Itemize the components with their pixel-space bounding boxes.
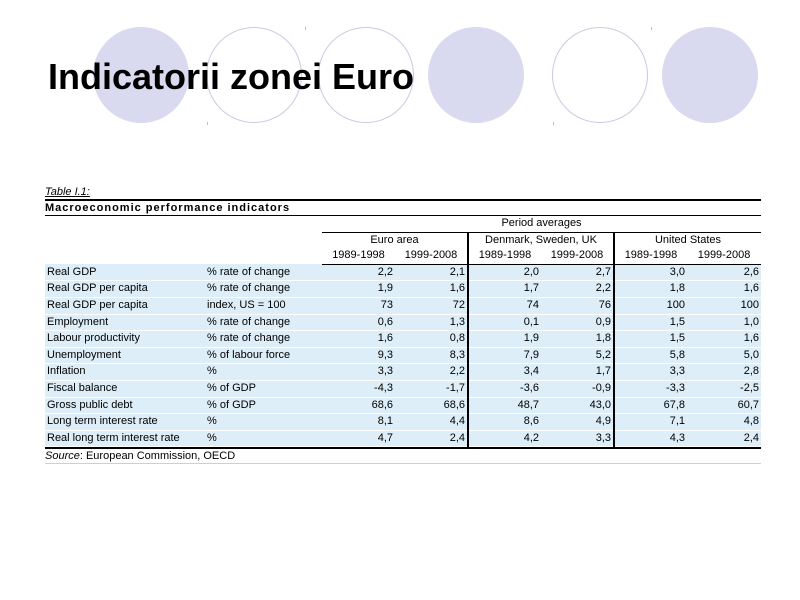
value-cell: 1,5 [614, 331, 687, 348]
value-cell: 0,8 [395, 331, 468, 348]
value-cell: 1,8 [614, 281, 687, 298]
table-row [45, 347, 761, 364]
table-row [45, 281, 761, 298]
period-label: 1999-2008 [395, 248, 468, 264]
table-row [45, 264, 761, 281]
header-row-periods [45, 248, 761, 264]
decorative-circle [428, 27, 524, 123]
value-cell: 7,9 [468, 347, 541, 364]
value-cell: 1,6 [687, 281, 761, 298]
value-cell: 5,8 [614, 347, 687, 364]
indicator-unit: % [205, 414, 322, 431]
indicator-unit: % of GDP [205, 380, 322, 397]
value-cell: 4,3 [614, 430, 687, 447]
value-cell: 68,6 [322, 397, 395, 414]
value-cell: 100 [687, 297, 761, 314]
slide-title: Indicatorii zonei Euro [48, 56, 415, 97]
indicator-unit: % rate of change [205, 314, 322, 331]
value-cell: 2,4 [395, 430, 468, 447]
value-cell: 8,3 [395, 347, 468, 364]
value-cell: 1,0 [687, 314, 761, 331]
value-cell: 8,6 [468, 414, 541, 431]
indicator-name: Long term interest rate [45, 414, 205, 431]
group-header: Denmark, Sweden, UK [468, 232, 614, 248]
value-cell: 4,9 [541, 414, 614, 431]
indicator-unit: % rate of change [205, 264, 322, 281]
indicator-unit: % rate of change [205, 331, 322, 348]
value-cell: 67,8 [614, 397, 687, 414]
value-cell: 72 [395, 297, 468, 314]
value-cell: 0,6 [322, 314, 395, 331]
indicator-name: Real GDP [45, 264, 205, 281]
value-cell: 76 [541, 297, 614, 314]
period-header: Period averages [322, 216, 761, 232]
value-cell: 3,3 [541, 430, 614, 447]
value-cell: 3,0 [614, 264, 687, 281]
indicator-unit: % [205, 430, 322, 447]
decorative-tick [553, 122, 554, 125]
decorative-tick [651, 27, 652, 30]
indicator-unit: % of GDP [205, 397, 322, 414]
value-cell: 4,2 [468, 430, 541, 447]
value-cell: 0,9 [541, 314, 614, 331]
value-cell: 43,0 [541, 397, 614, 414]
table-caption: Table I.1: [45, 186, 90, 198]
table-row [45, 397, 761, 414]
group-header: Euro area [322, 232, 468, 248]
value-cell: 1,6 [395, 281, 468, 298]
indicator-name: Employment [45, 314, 205, 331]
indicator-unit: % rate of change [205, 281, 322, 298]
decorative-circle [552, 27, 648, 123]
value-cell: 1,9 [468, 331, 541, 348]
value-cell: -2,5 [687, 380, 761, 397]
value-cell: 48,7 [468, 397, 541, 414]
value-cell: 1,7 [541, 364, 614, 381]
header-row-groups [45, 232, 761, 248]
value-cell: 74 [468, 297, 541, 314]
value-cell: 1,9 [322, 281, 395, 298]
source-label: Source [45, 450, 80, 463]
value-cell: 4,4 [395, 414, 468, 431]
value-cell: 1,3 [395, 314, 468, 331]
value-cell: 1,6 [322, 331, 395, 348]
value-cell: -3,3 [614, 380, 687, 397]
source-text: : European Commission, OECD [79, 450, 236, 463]
group-header: United States [654, 233, 722, 246]
decorative-circle [662, 27, 758, 123]
value-cell: 2,6 [687, 264, 761, 281]
value-cell: 5,0 [687, 347, 761, 364]
indicator-name: Real GDP per capita [45, 297, 205, 314]
period-label: 1999-2008 [687, 248, 761, 264]
decorative-tick [207, 122, 208, 125]
value-cell: 100 [614, 297, 687, 314]
value-cell: 2,4 [687, 430, 761, 447]
indicator-name: Labour productivity [45, 331, 205, 348]
indicator-name: Gross public debt [45, 397, 205, 414]
indicator-unit: % [205, 364, 322, 381]
value-cell: 60,7 [687, 397, 761, 414]
period-label: 1989-1998 [614, 248, 687, 264]
value-cell: -1,7 [395, 380, 468, 397]
value-cell: 9,3 [322, 347, 395, 364]
table-source [45, 447, 761, 464]
table-row [45, 297, 761, 314]
period-label: 1999-2008 [541, 248, 614, 264]
value-cell: 73 [322, 297, 395, 314]
table-row [45, 364, 761, 381]
value-cell: 2,8 [687, 364, 761, 381]
table-row [45, 314, 761, 331]
indicator-unit: % of labour force [205, 347, 322, 364]
indicator-name: Real long term interest rate [45, 430, 205, 447]
value-cell: 2,7 [541, 264, 614, 281]
value-cell: 1,6 [687, 331, 761, 348]
period-label: 1989-1998 [322, 248, 395, 264]
value-cell: 7,1 [614, 414, 687, 431]
table-heading: Macroeconomic performance indicators [45, 199, 761, 216]
value-cell: 68,6 [395, 397, 468, 414]
indicators-table [45, 216, 761, 447]
value-cell: -4,3 [322, 380, 395, 397]
value-cell: 4,8 [687, 414, 761, 431]
value-cell: 2,2 [395, 364, 468, 381]
value-cell: 1,7 [468, 281, 541, 298]
value-cell: 1,8 [541, 331, 614, 348]
value-cell: -3,6 [468, 380, 541, 397]
table-row [45, 380, 761, 397]
value-cell: 1,5 [614, 314, 687, 331]
value-cell: 2,1 [395, 264, 468, 281]
value-cell: 2,2 [541, 281, 614, 298]
indicator-name: Real GDP per capita [45, 281, 205, 298]
value-cell: 0,1 [468, 314, 541, 331]
value-cell: 8,1 [322, 414, 395, 431]
table-row [45, 414, 761, 431]
indicator-name: Fiscal balance [45, 380, 205, 397]
indicator-unit: index, US = 100 [205, 297, 322, 314]
indicators-table-container [45, 185, 761, 464]
value-cell: 3,3 [322, 364, 395, 381]
header-row-period [45, 216, 761, 232]
indicator-name: Inflation [45, 364, 205, 381]
value-cell: 5,2 [541, 347, 614, 364]
indicator-name: Unemployment [45, 347, 205, 364]
period-label: 1989-1998 [468, 248, 541, 264]
value-cell: 2,0 [468, 264, 541, 281]
decorative-tick [305, 27, 306, 30]
value-cell: 3,3 [614, 364, 687, 381]
value-cell: 3,4 [468, 364, 541, 381]
value-cell: 2,2 [322, 264, 395, 281]
table-row [45, 331, 761, 348]
table-row [45, 430, 761, 447]
value-cell: 4,7 [322, 430, 395, 447]
value-cell: -0,9 [541, 380, 614, 397]
